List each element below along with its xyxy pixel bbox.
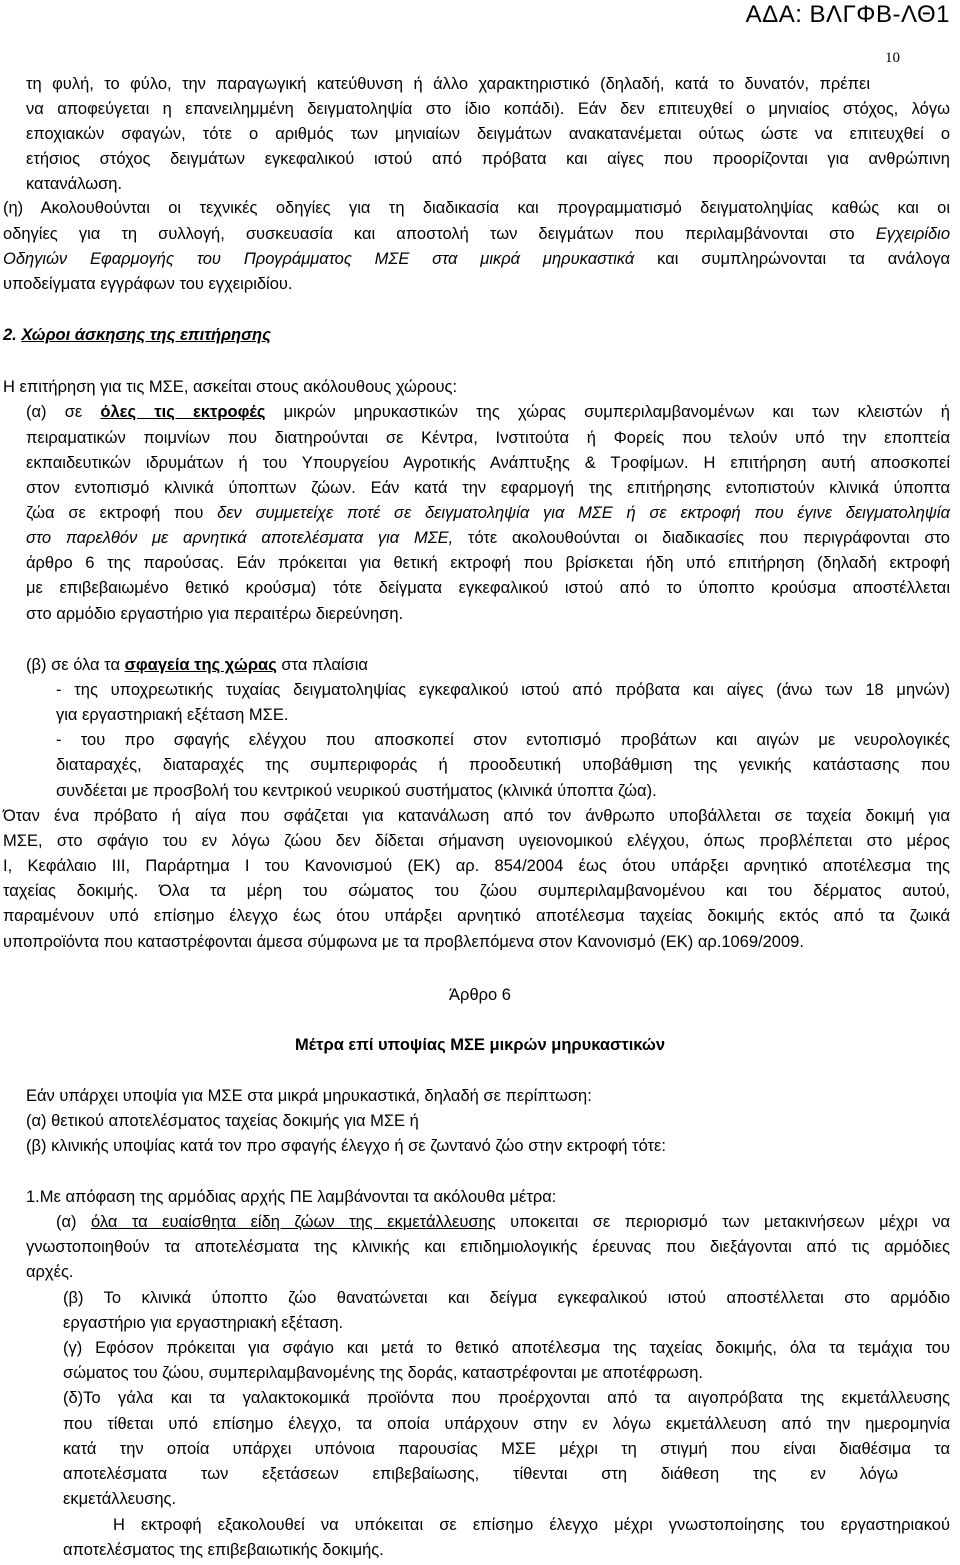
text-span: μικρών μηρυκαστικών της χώρας συμπεριλαμβανομένων και των κλειστών ή	[265, 403, 950, 421]
page-number: 10	[885, 50, 900, 66]
emphasis: στο παρελθόν με αρνητικά αποτελέσματα για ΜΣΕ,	[26, 529, 454, 547]
text-line: (β) Το κλινικά ύποπτο ζώο θανατώνεται και δείγμα εγκεφαλικού ιστού αποστέλλεται στο αρμόδιο	[63, 1289, 950, 1307]
text-line	[26, 503, 950, 523]
text-line: συνδέεται με προσβολή του κεντρικού νευρικού συστήματος (κλινικά ύποπτα ζώα).	[56, 782, 657, 800]
article-number: Άρθρο 6	[449, 986, 511, 1004]
text-line: ταχείας δοκιμής. Όλα τα μέρη του σώματος του ζώου συμπεριλαμβανομένου και του δέρματος αυτού,	[3, 882, 950, 900]
text-line: κατανάλωση.	[26, 175, 123, 193]
text-line: που τίθεται υπό επίσημο έλεγχο, τα οποία υπάρχουν στην εν λόγω εκμετάλλευση από την ημερομηνία	[63, 1415, 950, 1433]
text-span: (α) σε	[26, 403, 101, 421]
text-line	[26, 655, 368, 675]
text-span: υποκειται σε περιορισμό των μετακινήσεων μέχρι να	[495, 1213, 950, 1231]
text-line: Η επιτήρηση για τις ΜΣΕ, ασκείται στους ακόλουθους χώρους:	[3, 378, 458, 396]
manual-title: Εγχειρίδιο	[875, 225, 950, 243]
text-line: Όταν ένα πρόβατο ή αίγα που σφάζεται για κατανάλωση από τον άνθρωπο υποβάλλεται σε ταχεία δοκιμή για	[3, 807, 950, 825]
text-line: εποχιακών σφαγών, τότε ο αριθμός των μηνιαίων δειγμάτων ανακατανέμεται ούτως ώστε να επιτευχθεί ο	[26, 125, 950, 143]
section-heading	[3, 325, 271, 345]
text-line: υποπροϊόντα που καταστρέφονται άμεσα σύμφωνα με τα προβλεπόμενα στον Κανονισμό (ΕΚ) αρ.1069/2009.	[3, 933, 804, 951]
text-line	[56, 1212, 950, 1232]
text-line: Εάν υπάρχει υποψία για ΜΣΕ στα μικρά μηρυκαστικά, δηλαδή σε περίπτωση:	[26, 1087, 592, 1105]
text-line: αποτελέσματος της επιβεβαιωτικής δοκιμής.	[63, 1541, 384, 1559]
text-line: σώματος του ζώου, συμπεριλαμβανομένης της δοράς, καταστρέφονται με αποτέφρωση.	[63, 1364, 703, 1382]
text-span: οδηγίες για τη συλλογή, συσκευασία και αποστολή των δειγμάτων που περιλαμβάνονται στο	[3, 225, 876, 243]
text-line: παραμένουν υπό επίσημο έλεγχο έως ότου υπάρξει αρνητικό αποτέλεσμα ταχείας δοκιμής εκτός από τα ζωικά	[3, 907, 950, 925]
text-line: - του προ σφαγής ελέγχου που αποσκοπεί στον εντοπισμό προβάτων και αιγών με νευρολογικές	[56, 731, 950, 749]
text-span: ζώα σε εκτροφή που	[26, 504, 218, 522]
section-number: 2.	[3, 326, 22, 344]
text-line: πειραματικών ποιμνίων που διατηρούνται σε Κέντρα, Ινστιτούτα ή Φορείς που τελούν υπό την εποπτεία	[26, 429, 950, 447]
emphasis: όλες τις εκτροφές	[100, 403, 266, 421]
text-span: (α)	[56, 1213, 91, 1231]
text-line: τη φυλή, το φύλο, την παραγωγική κατεύθυνση ή άλλο χαρακτηριστικό (δηλαδή, κατά το δυνατόν, πρέπει	[26, 75, 870, 93]
text-line: γνωστοποιηθούν τα αποτελέσματα της κλινικής και επιδημιολογικής έρευνας που διεξάγονται από τις αρμόδιες	[26, 1238, 950, 1256]
section-title: Χώροι άσκησης της επιτήρησης	[21, 326, 271, 344]
text-line: (α) θετικού αποτελέσματος ταχείας δοκιμής για ΜΣΕ ή	[26, 1112, 419, 1130]
text-line: Η εκτροφή εξακολουθεί να υπόκειται σε επίσημο έλεγχο μέχρι γνωστοποίησης του εργαστηριακού	[113, 1516, 950, 1534]
text-line	[26, 402, 950, 422]
text-line: - της υποχρεωτικής τυχαίας δειγματοληψίας εγκεφαλικού ιστού από πρόβατα και αίγες (άνω των 18 μηνών)	[56, 681, 950, 699]
text-line: (δ)Το γάλα και τα γαλακτοκομικά προϊόντα που προέρχονται από τα αιγοπρόβατα της εκμετάλλευσης	[63, 1389, 950, 1407]
text-line: κατά την οποία υπάρχει υπόνοια παρουσίας ΜΣΕ μέχρι τη στιγμή που είναι διαθέσιμα τα	[63, 1440, 950, 1458]
text-line: υποδείγματα εγγράφων του εγχειριδίου.	[3, 275, 293, 293]
emphasis: όλα τα ευαίσθητα είδη ζώων της εκμετάλλευσης	[91, 1213, 496, 1231]
text-line: διαταραχές, διαταραχές της συμπεριφοράς ή προοδευτική υποβάθμιση της γενικής κατάστασης που	[56, 756, 950, 774]
text-line: Ι, Κεφάλαιο ΙΙΙ, Παράρτημα Ι του Κανονισμού (ΕΚ) αρ. 854/2004 έως ότου υπάρξει αρνητικό αποτέλεσμα της	[3, 857, 950, 875]
text-span: τότε ακολουθούνται οι διαδικασίες που περιγράφονται στο	[453, 529, 950, 547]
text-line: (β) κλινικής υποψίας κατά τον προ σφαγής έλεγχο ή σε ζωντανό ζώο στην εκτροφή τότε:	[26, 1137, 666, 1155]
text-span: στα πλαίσια	[276, 656, 368, 674]
text-line: ετήσιος στόχος δειγμάτων εγκεφαλικού ιστού από πρόβατα και αίγες που προορίζονται για ανθρώπινη	[26, 150, 950, 168]
ada-code: ΑΔΑ: ΒΛΓΦΒ-ΛΘ1	[745, 1, 950, 28]
text-line: εργαστήριο για εργαστηριακή εξέταση.	[63, 1314, 344, 1332]
text-line	[3, 249, 950, 269]
text-line	[26, 528, 950, 548]
text-line: εκμετάλλευσης.	[63, 1490, 177, 1508]
text-line: εκπαιδευτικών ιδρυμάτων ή του Υπουργείου Αγροτικής Ανάπτυξης & Τροφίμων. Η επιτήρηση αυτή αποσκοπεί	[26, 454, 950, 472]
text-line: να αποφεύγεται η επανειλημμένη δειγματοληψία στο ίδιο κοπάδι). Εάν δεν επιτευχθεί ο μηνιαίος στόχος, λόγω	[26, 100, 950, 118]
text-span: και συμπληρώνονται τα ανάλογα	[634, 250, 950, 268]
text-line: αποτελέσματα των εξετάσεων επιβεβαίωσης, τίθενται στη διάθεση της εν λόγω	[63, 1465, 898, 1483]
text-line: αρχές.	[26, 1263, 74, 1281]
emphasis: σφαγεία της χώρας	[124, 656, 277, 674]
text-line: στο αρμόδιο εργαστήριο για περαιτέρω διερεύνηση.	[26, 605, 404, 623]
text-line: στον εντοπισμό κλινικά ύποπτων ζώων. Εάν κατά την εφαρμογή της επιτήρησης εντοπιστούν κλινικά ύποπτα	[26, 479, 950, 497]
emphasis: δεν συμμετείχε ποτέ σε δειγματοληψία για ΜΣΕ ή σε εκτροφή που έγινε δειγματοληψία	[217, 504, 950, 522]
article-title: Μέτρα επί υποψίας ΜΣΕ μικρών μηρυκαστικών	[294, 1036, 666, 1054]
text-line: για εργαστηριακή εξέταση ΜΣΕ.	[56, 706, 289, 724]
text-line: ΜΣΕ, στο σφάγιο του εν λόγω ζώου δεν δίδεται σήμανση υγειονομικού ελέγχου, όπως προβλέπεται στο μέρος	[3, 832, 950, 850]
text-line: (η) Ακολουθούνται οι τεχνικές οδηγίες για τη διαδικασία και προγραμματισμό δειγματοληψίας καθώς και οι	[3, 199, 950, 217]
manual-title: Οδηγιών Εφαρμογής του Προγράμματος ΜΣΕ στα μικρά μηρυκαστικά	[3, 250, 635, 268]
text-span: (β) σε όλα τα	[26, 656, 125, 674]
text-line: (γ) Εφόσον πρόκειται για σφάγιο και μετά το θετικό αποτέλεσμα της ταχείας δοκιμής, όλα τα τεμάχια του	[63, 1339, 950, 1357]
text-line: 1.Με απόφαση της αρμόδιας αρχής ΠΕ λαμβάνονται τα ακόλουθα μέτρα:	[26, 1188, 557, 1206]
text-line	[3, 224, 950, 244]
text-line: άρθρο 6 της παρούσας. Εάν πρόκειται για θετική εκτροφή που βρίσκεται ήδη υπό επιτήρηση (δηλαδή εκτροφή	[26, 554, 950, 572]
text-line: με επιβεβαιωμένο θετικό κρούσμα) τότε δείγματα εγκεφαλικού ιστού από το ύποπτο κρούσμα αποστέλλεται	[26, 579, 950, 597]
